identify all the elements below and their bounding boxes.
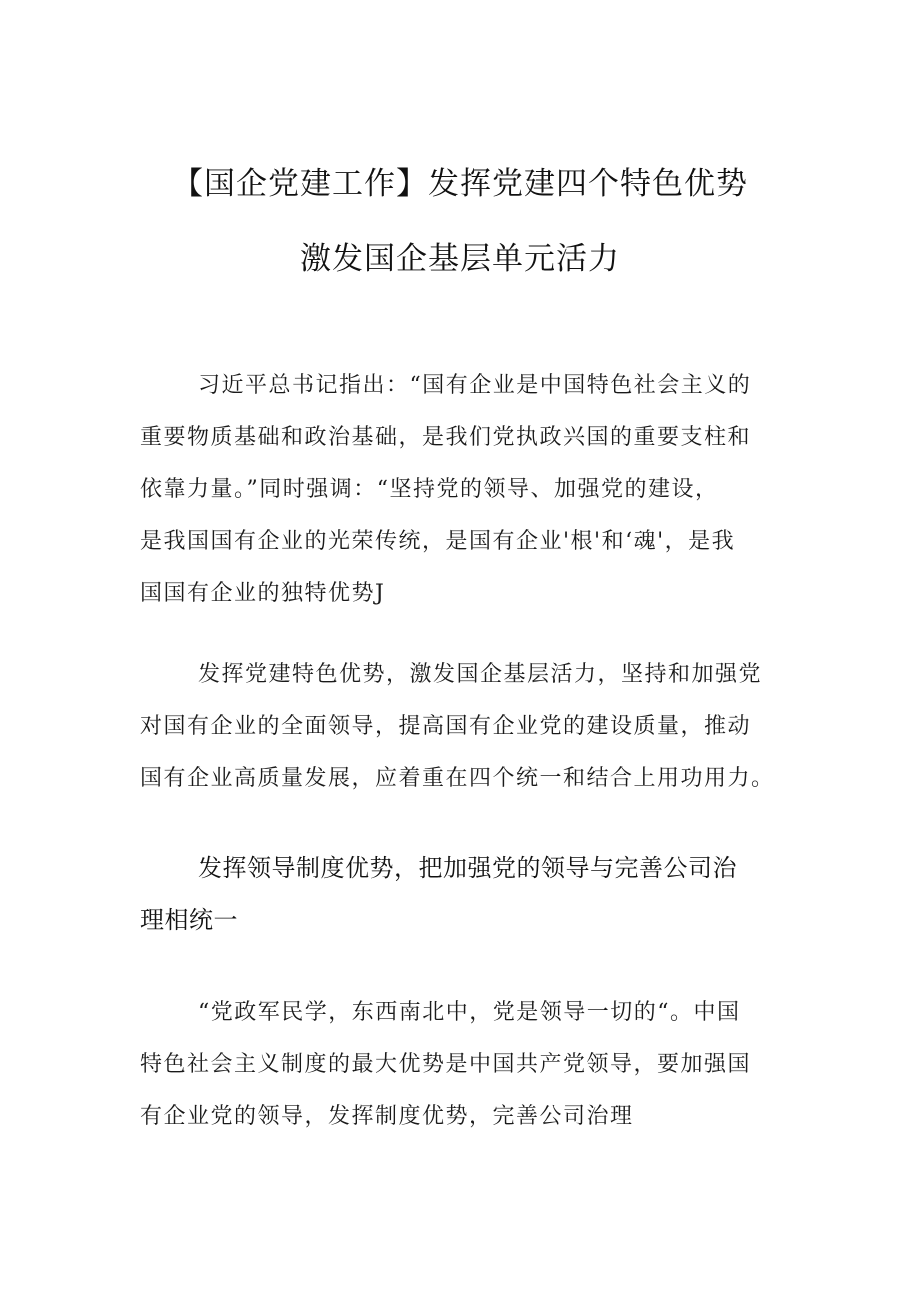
paragraph-line: 依靠力量。”同时强调：“坚持党的领导、加强党的建设， bbox=[140, 477, 719, 502]
section-heading-line: 理相统一 bbox=[140, 906, 238, 934]
paragraph-line: 有企业党的领导，发挥制度优势，完善公司治理 bbox=[140, 1104, 634, 1129]
paragraph-line: 是我国国有企业的光荣传统，是国有企业'根'和‘魂'，是我 bbox=[140, 529, 736, 554]
paragraph-line: 对国有企业的全面领导，提高国有企业党的建设质量，推动 bbox=[140, 714, 752, 739]
paragraph-line: 发挥党建特色优势，激发国企基层活力，坚持和加强党 bbox=[198, 662, 763, 687]
paragraph-line: 国国有企业的独特优势J bbox=[140, 581, 386, 606]
paragraph-line: 特色社会主义制度的最大优势是中国共产党领导，要加强国 bbox=[140, 1052, 752, 1077]
paragraph-line: 国有企业高质量发展，应着重在四个统一和结合上用功用力。 bbox=[140, 766, 775, 791]
paragraph-line: 重要物质基础和政治基础，是我们党执政兴国的重要支柱和 bbox=[140, 425, 752, 450]
paragraph-line: “党政军民学，东西南北中，党是领导一切的“。中国 bbox=[198, 1000, 741, 1025]
section-heading-line: 发挥领导制度优势，把加强党的领导与完善公司治 bbox=[198, 854, 737, 882]
document-title-line-1: 【国企党建工作】发挥党建四个特色优势 bbox=[172, 166, 748, 202]
paragraph-line: 习近平总书记指出：“国有企业是中国特色社会主义的 bbox=[198, 373, 752, 398]
document-title-line-2: 激发国企基层单元活力 bbox=[300, 241, 620, 277]
